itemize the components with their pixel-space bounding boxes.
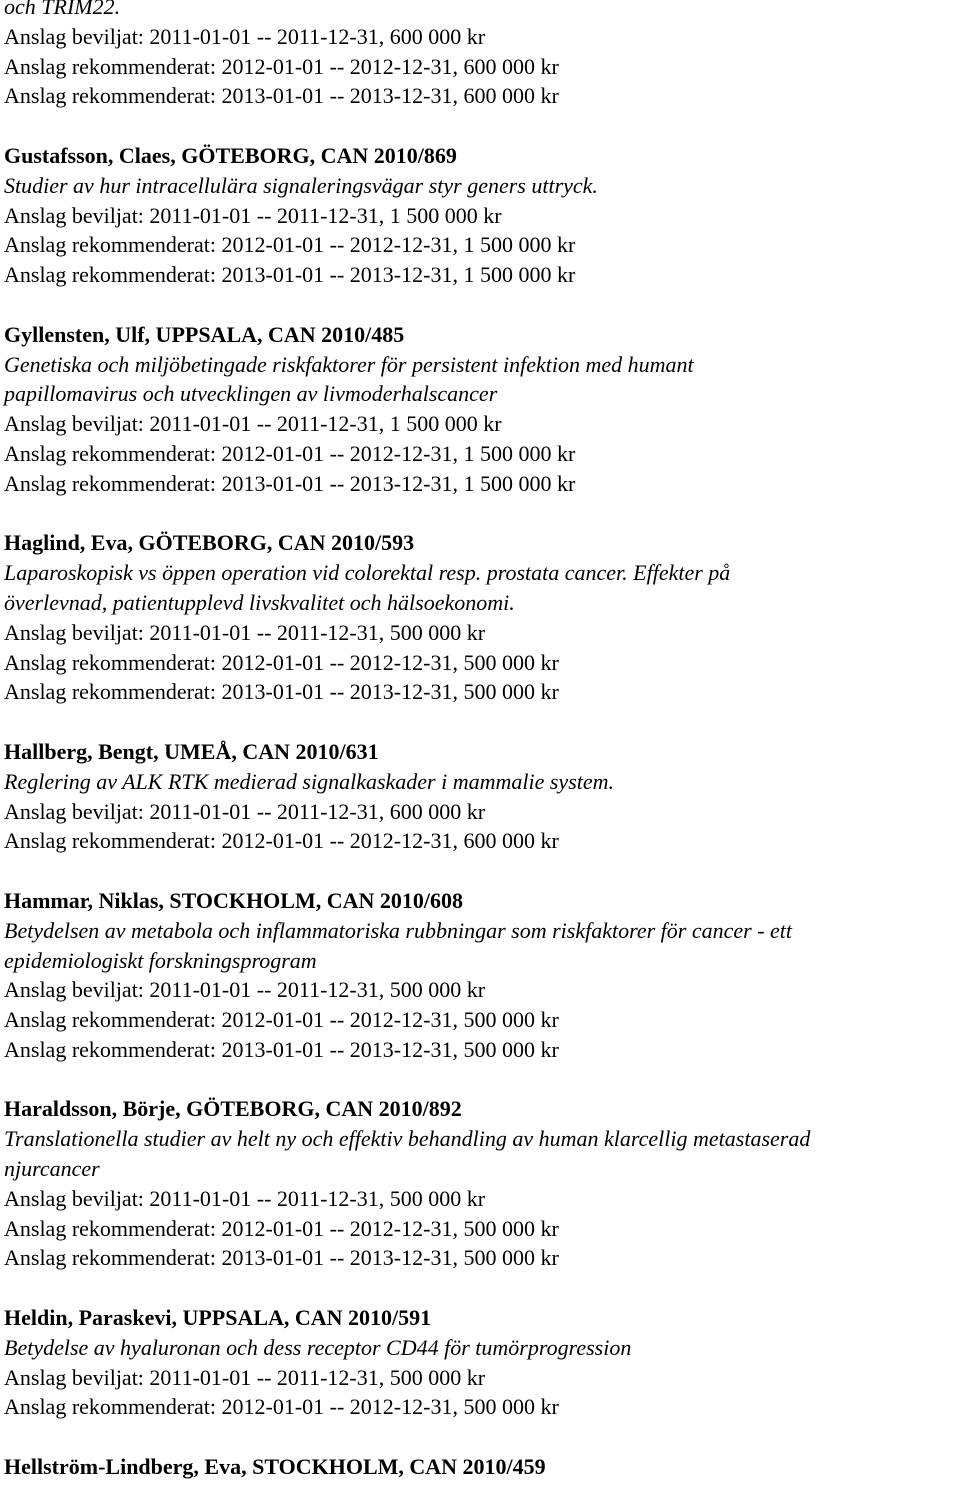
grant-line: Anslag rekommenderat: 2013-01-01 -- 2013-12-31, 500 000 kr <box>4 1245 559 1271</box>
entry-title-line: Betydelsen av metabola och inflammatoriska rubbningar som riskfaktorer för cancer - ett <box>4 917 793 943</box>
entry-heading: Gyllensten, Ulf, UPPSALA, CAN 2010/485 <box>4 321 405 347</box>
grant-line: Anslag beviljat: 2011-01-01 -- 2011-12-31, 600 000 kr <box>4 23 486 49</box>
grant-entry <box>4 528 958 707</box>
grant-line: Anslag beviljat: 2011-01-01 -- 2011-12-31, 500 000 kr <box>4 977 486 1003</box>
entry-title-line: epidemiologiskt forskningsprogram <box>4 947 317 973</box>
entry-title-line: Translationella studier av helt ny och effektiv behandling av human klarcellig metastaserad <box>4 1126 811 1152</box>
entry-heading: Hammar, Niklas, STOCKHOLM, CAN 2010/608 <box>4 887 463 913</box>
grant-line: Anslag beviljat: 2011-01-01 -- 2011-12-31, 1 500 000 kr <box>4 411 502 437</box>
grant-line: Anslag beviljat: 2011-01-01 -- 2011-12-31, 1 500 000 kr <box>4 202 502 228</box>
entry-title-line: Laparoskopisk vs öppen operation vid colorektal resp. prostata cancer. Effekter på <box>4 560 731 586</box>
grant-line: Anslag rekommenderat: 2013-01-01 -- 2013-12-31, 600 000 kr <box>4 83 559 109</box>
grant-entry <box>4 737 958 856</box>
entry-title-line: och TRIM22. <box>4 0 121 19</box>
entry-title-line: överlevnad, patientupplevd livskvalitet och hälsoekonomi. <box>4 589 515 615</box>
grant-entry <box>4 141 958 290</box>
grant-entry <box>4 1094 958 1273</box>
grant-line: Anslag beviljat: 2011-01-01 -- 2011-12-31, 500 000 kr <box>4 619 486 645</box>
entry-title-line: Betydelse av hyaluronan och dess receptor CD44 för tumörprogression <box>4 1334 632 1360</box>
grant-line: Anslag rekommenderat: 2012-01-01 -- 2012-12-31, 1 500 000 kr <box>4 440 576 466</box>
grant-entries-list <box>4 141 958 1482</box>
grant-line: Anslag beviljat: 2011-01-01 -- 2011-12-31, 500 000 kr <box>4 1185 486 1211</box>
grant-line: Anslag rekommenderat: 2013-01-01 -- 2013-12-31, 1 500 000 kr <box>4 470 576 496</box>
intro-entry <box>4 0 958 111</box>
entry-title-line: Reglering av ALK RTK medierad signalkaskader i mammalie system. <box>4 768 615 794</box>
grant-line: Anslag rekommenderat: 2013-01-01 -- 2013-12-31, 500 000 kr <box>4 1036 559 1062</box>
grant-entry <box>4 886 958 1065</box>
grant-line: Anslag rekommenderat: 2012-01-01 -- 2012-12-31, 500 000 kr <box>4 1007 559 1033</box>
entry-heading: Hallberg, Bengt, UMEÅ, CAN 2010/631 <box>4 738 379 764</box>
grant-line: Anslag rekommenderat: 2012-01-01 -- 2012-12-31, 600 000 kr <box>4 828 559 854</box>
grant-entry <box>4 320 958 499</box>
grant-line: Anslag rekommenderat: 2012-01-01 -- 2012-12-31, 500 000 kr <box>4 1215 559 1241</box>
entry-title-line: papillomavirus och utvecklingen av livmoderhalscancer <box>4 381 498 407</box>
grant-line: Anslag rekommenderat: 2013-01-01 -- 2013-12-31, 1 500 000 kr <box>4 262 576 288</box>
grant-line: Anslag rekommenderat: 2013-01-01 -- 2013-12-31, 500 000 kr <box>4 679 559 705</box>
grant-entry <box>4 1452 958 1482</box>
grant-line: Anslag rekommenderat: 2012-01-01 -- 2012-12-31, 500 000 kr <box>4 1394 559 1420</box>
entry-title-line: Studier av hur intracellulära signaleringsvägar styr geners uttryck. <box>4 172 598 198</box>
grant-line: Anslag rekommenderat: 2012-01-01 -- 2012-12-31, 1 500 000 kr <box>4 232 576 258</box>
entry-heading: Hellström-Lindberg, Eva, STOCKHOLM, CAN 2010/459 <box>4 1454 546 1480</box>
entry-title-line: njurcancer <box>4 1156 100 1182</box>
entry-heading: Gustafsson, Claes, GÖTEBORG, CAN 2010/869 <box>4 142 457 168</box>
entry-title-line: Genetiska och miljöbetingade riskfaktorer för persistent infektion med humant <box>4 351 694 377</box>
entry-heading: Heldin, Paraskevi, UPPSALA, CAN 2010/591 <box>4 1305 432 1331</box>
grant-line: Anslag beviljat: 2011-01-01 -- 2011-12-31, 500 000 kr <box>4 1364 486 1390</box>
grant-entry <box>4 1303 958 1422</box>
entry-heading: Haglind, Eva, GÖTEBORG, CAN 2010/593 <box>4 530 415 556</box>
document-page <box>4 0 958 1512</box>
grant-line: Anslag beviljat: 2011-01-01 -- 2011-12-31, 600 000 kr <box>4 798 486 824</box>
entry-heading: Haraldsson, Börje, GÖTEBORG, CAN 2010/892 <box>4 1096 462 1122</box>
grant-line: Anslag rekommenderat: 2012-01-01 -- 2012-12-31, 500 000 kr <box>4 649 559 675</box>
grant-line: Anslag rekommenderat: 2012-01-01 -- 2012-12-31, 600 000 kr <box>4 53 559 79</box>
